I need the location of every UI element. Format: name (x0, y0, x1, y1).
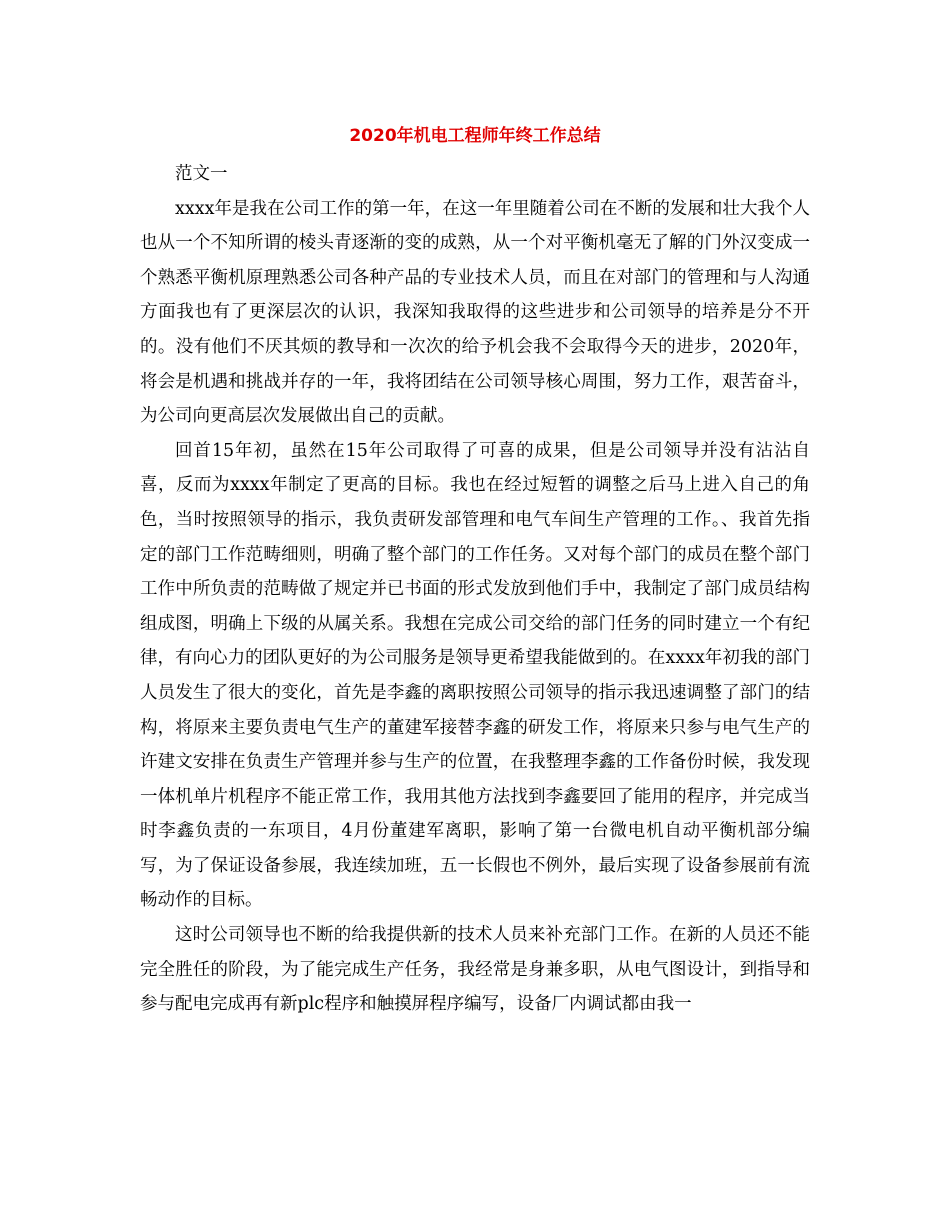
document-title: 2020年机电工程师年终工作总结 (349, 126, 601, 146)
paragraph-3: 这时公司领导也不断的给我提供新的技术人员来补充部门工作。在新的人员还不能完全胜任的阶段，为了能完成生产任务，我经常是身兼多职，从电气图设计，到指导和参与配电完成再有新plc程序和触摸屏程序编写，设备厂内调试都由我一 (140, 925, 810, 1015)
paragraph-2: 回首15年初，虽然在15年公司取得了可喜的成果，但是公司领导并没有沾沾自喜，反而为xxxx年制定了更高的目标。我也在经过短暂的调整之后马上进入自己的角色，当时按照领导的指示，我负责研发部管理和电气车间生产管理的工作。、我首先指定的部门工作范畴细则，明确了整个部门的工作任务。又对每个部门的成员在整个部门工作中所负责的范畴做了规定并已书面的形式发放到他们手中，我制定了部门成员结构组成图，明确上下级的从属关系。我想在完成公司交给的部门任务的同时建立一个有纪律，有向心力的团队更好的为公司服务是领导更希望我能做到的。在xxxx年初我的部门人员发生了很大的变化，首先是李鑫的离职按照公司领导的指示我迅速调整了部门的结构，将原来主要负责电气生产的董建军接替李鑫的研发工作，将原来只参与电气生产的许建文安排在负责生产管理并参与生产的位置，在我整理李鑫的工作备份时候，我发现一体机单片机程序不能正常工作，我用其他方法找到李鑫要回了能用的程序，并完成当时李鑫负责的一东项目，4月份董建军离职，影响了第一台微电机自动平衡机部分编写，为了保证设备参展，我连续加班，五一长假也不例外，最后实现了设备参展前有流畅动作的目标。 (140, 440, 810, 911)
section-label: 范文一 (175, 164, 228, 184)
paragraph-1: xxxx年是我在公司工作的第一年，在这一年里随着公司在不断的发展和壮大我个人也从一个不知所谓的棱头青逐渐的变的成熟，从一个对平衡机毫无了解的门外汉变成一个熟悉平衡机原理熟悉公司各种产品的专业技术人员，而且在对部门的管理和与人沟通方面我也有了更深层次的认识，我深知我取得的这些进步和公司领导的培养是分不开的。没有他们不厌其烦的教导和一次次的给予机会我不会取得今天的进步，2020年，将会是机遇和挑战并存的一年，我将团结在公司领导核心周围，努力工作，艰苦奋斗，为公司向更高层次发展做出自己的贡献。 (140, 198, 810, 427)
document-body (140, 157, 810, 1022)
